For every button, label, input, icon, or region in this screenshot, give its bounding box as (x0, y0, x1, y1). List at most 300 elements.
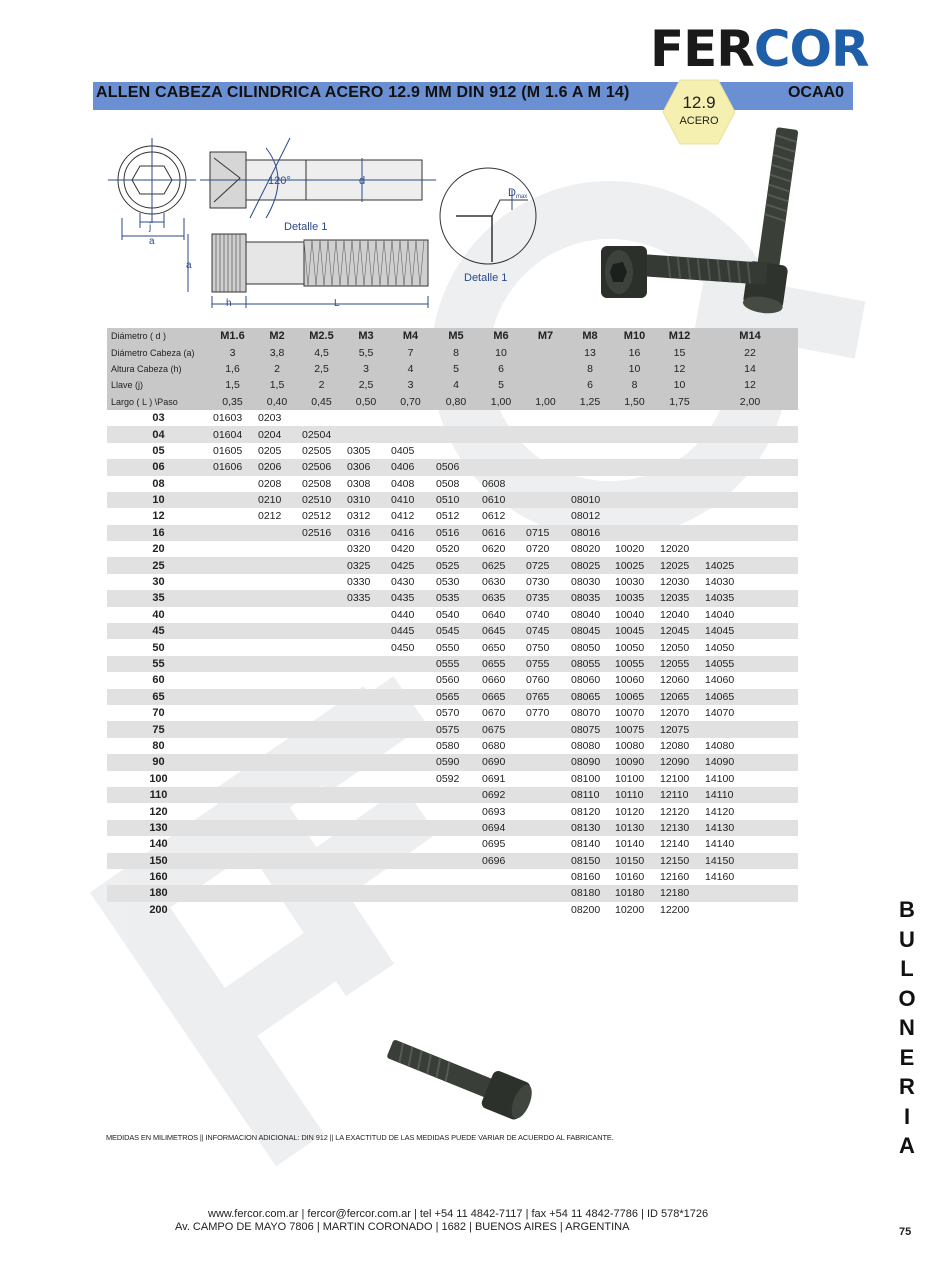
table-row (107, 557, 798, 573)
code-cell (388, 820, 433, 836)
badge-material: ACERO (679, 115, 719, 127)
dim-j-label: j (149, 222, 152, 233)
code-cell (523, 492, 568, 508)
code-cell (255, 738, 299, 754)
code-cell: 14090 (702, 754, 798, 770)
code-cell: 12110 (657, 787, 702, 803)
table-row (107, 853, 798, 869)
table-row (107, 623, 798, 639)
code-cell (612, 525, 657, 541)
code-cell (344, 771, 388, 787)
code-cell (523, 869, 568, 885)
code-cell (568, 476, 612, 492)
table-row (107, 590, 798, 606)
code-cell: 02516 (299, 525, 344, 541)
code-cell (612, 508, 657, 524)
property-value: 10 (612, 361, 657, 377)
code-cell (702, 410, 798, 426)
code-cell: 0535 (433, 590, 479, 606)
code-cell: 0210 (255, 492, 299, 508)
code-cell: 10180 (612, 885, 657, 901)
code-cell: 0206 (255, 459, 299, 475)
code-cell: 12180 (657, 885, 702, 901)
code-cell: 12055 (657, 656, 702, 672)
code-cell (299, 574, 344, 590)
code-cell (523, 820, 568, 836)
code-cell (255, 574, 299, 590)
code-cell (255, 902, 299, 918)
length-cell: 80 (152, 739, 165, 752)
code-cell (255, 705, 299, 721)
code-cell: 12040 (660, 608, 690, 621)
code-cell (388, 771, 433, 787)
table-row (107, 771, 798, 787)
code-cell: 08075 (568, 721, 612, 737)
code-cell: 0675 (479, 721, 523, 737)
code-cell: 0610 (479, 492, 523, 508)
code-cell (523, 787, 568, 803)
code-cell (299, 836, 344, 852)
code-cell (568, 459, 612, 475)
size-cell: M10 (612, 328, 657, 344)
code-cell (299, 885, 344, 901)
code-cell (255, 771, 299, 787)
code-cell (210, 672, 255, 688)
code-cell: 0450 (391, 641, 415, 654)
code-cell (612, 459, 657, 475)
code-cell (433, 869, 479, 885)
property-value: 3 (210, 344, 255, 360)
product-code: OCAA0 (787, 84, 844, 101)
code-cell: 08020 (571, 543, 601, 556)
property-label: Llave (j) (107, 377, 210, 393)
length-cell: 70 (152, 707, 165, 720)
size-cell: M1.6 (210, 328, 255, 344)
code-cell (299, 853, 344, 869)
code-cell (479, 410, 523, 426)
property-value: 3 (344, 361, 388, 377)
code-cell (479, 885, 523, 901)
code-cell (702, 492, 798, 508)
property-value: 0,40 (255, 394, 299, 410)
property-value: 2,00 (702, 394, 798, 410)
code-cell: 0525 (433, 557, 479, 573)
code-cell: 0625 (479, 557, 523, 573)
code-cell: 14140 (705, 838, 735, 851)
code-cell: 12065 (657, 689, 702, 705)
code-cell (344, 672, 388, 688)
code-cell (433, 410, 479, 426)
code-cell (210, 803, 255, 819)
table-row (107, 410, 798, 426)
code-cell (433, 820, 479, 836)
property-value: 0,80 (433, 394, 479, 410)
code-cell: 10140 (615, 838, 645, 851)
table-row (107, 607, 798, 623)
property-value: 15 (657, 344, 702, 360)
property-value: 14 (702, 361, 798, 377)
code-cell: 12030 (660, 576, 690, 589)
code-cell: 10045 (612, 623, 657, 639)
code-cell: 0550 (436, 641, 460, 654)
code-cell: 08060 (571, 674, 601, 687)
property-value: 16 (612, 344, 657, 360)
code-cell: 0420 (391, 543, 415, 556)
code-cell (433, 443, 479, 459)
code-cell: 0530 (436, 576, 460, 589)
code-cell (210, 590, 255, 606)
code-cell: 0520 (436, 543, 460, 556)
code-cell: 0408 (391, 477, 415, 490)
table-row (107, 426, 798, 442)
code-cell: 08150 (568, 853, 612, 869)
code-cell: 12060 (660, 674, 690, 687)
property-value: 8 (568, 361, 612, 377)
property-value: 2 (299, 377, 344, 393)
property-row (107, 344, 798, 360)
size-header-row (107, 328, 798, 344)
detail-label-2: Detalle 1 (464, 272, 508, 284)
code-cell (299, 787, 344, 803)
code-cell: 12150 (657, 853, 702, 869)
table-row (107, 787, 798, 803)
code-cell (210, 902, 255, 918)
code-cell: 14080 (705, 739, 735, 752)
property-value: 12 (657, 361, 702, 377)
code-cell (388, 672, 433, 688)
code-cell (657, 426, 702, 442)
code-cell: 12130 (657, 820, 702, 836)
code-cell: 12020 (660, 543, 690, 556)
code-cell (702, 443, 798, 459)
code-cell: 10060 (615, 674, 645, 687)
code-cell (702, 459, 798, 475)
length-cell: 16 (107, 525, 210, 541)
code-cell (479, 459, 523, 475)
code-cell: 14130 (702, 820, 798, 836)
code-cell (612, 492, 657, 508)
code-cell: 0665 (479, 689, 523, 705)
property-value: 3,8 (255, 344, 299, 360)
product-photo (597, 118, 823, 318)
code-cell: 0694 (479, 820, 523, 836)
size-cell: M2.5 (299, 328, 344, 344)
section-label-letter: U (899, 926, 915, 952)
code-cell (255, 836, 299, 852)
code-cell: 08035 (568, 590, 612, 606)
property-value: 6 (479, 361, 523, 377)
technical-drawing (100, 118, 560, 318)
code-cell (344, 738, 388, 754)
table-row (107, 656, 798, 672)
code-cell (568, 443, 612, 459)
code-cell: 14070 (705, 707, 735, 720)
code-cell (255, 541, 299, 557)
property-row (107, 361, 798, 377)
code-cell: 0306 (344, 459, 388, 475)
property-value: 1,75 (657, 394, 702, 410)
code-cell (344, 902, 388, 918)
code-cell (299, 557, 344, 573)
code-cell: 08016 (568, 525, 612, 541)
code-cell (388, 738, 433, 754)
code-cell: 08160 (571, 871, 601, 884)
code-cell (657, 492, 702, 508)
code-cell (299, 754, 344, 770)
code-cell: 0560 (436, 674, 460, 687)
property-value: 8 (612, 377, 657, 393)
property-value: 13 (568, 344, 612, 360)
code-cell (299, 721, 344, 737)
code-cell: 12070 (660, 707, 690, 720)
code-cell: 12100 (660, 772, 690, 785)
dim-l-label: L (334, 298, 340, 309)
code-cell: 12120 (660, 805, 690, 818)
code-cell: 10020 (615, 543, 645, 556)
property-value: 1,5 (210, 377, 255, 393)
code-cell: 02508 (302, 477, 332, 490)
code-cell (388, 705, 433, 721)
code-cell (299, 869, 344, 885)
property-value: 3 (388, 377, 433, 393)
code-cell: 0691 (482, 772, 506, 785)
length-cell: 200 (149, 903, 168, 916)
code-cell (433, 787, 479, 803)
size-cell: M6 (479, 328, 523, 344)
code-cell: 10030 (615, 576, 645, 589)
code-cell (255, 853, 299, 869)
section-label-letter: I (903, 1103, 911, 1129)
code-cell: 0575 (433, 721, 479, 737)
size-cell: M2 (255, 328, 299, 344)
code-cell (299, 541, 344, 557)
property-row (107, 394, 798, 410)
code-cell: 08040 (571, 608, 601, 621)
code-cell (255, 525, 299, 541)
code-cell: 08065 (568, 689, 612, 705)
code-cell: 0725 (523, 557, 568, 573)
length-cell: 160 (149, 871, 168, 884)
property-value: 0,45 (299, 394, 344, 410)
length-cell: 05 (152, 444, 165, 457)
code-cell (299, 902, 344, 918)
code-cell: 0316 (344, 525, 388, 541)
code-cell (344, 836, 388, 852)
code-cell (255, 820, 299, 836)
code-cell: 0670 (482, 707, 506, 720)
code-cell: 10075 (612, 721, 657, 737)
product-photo-small (362, 1040, 552, 1126)
code-cell: 0312 (347, 510, 371, 523)
code-cell: 0755 (523, 656, 568, 672)
code-cell: 0745 (523, 623, 568, 639)
length-cell: 45 (107, 623, 210, 639)
length-cell: 150 (107, 853, 210, 869)
code-cell: 0555 (433, 656, 479, 672)
code-cell: 0616 (479, 525, 523, 541)
property-value (523, 361, 568, 377)
code-cell (255, 689, 299, 705)
property-value: 2 (255, 361, 299, 377)
code-cell: 08100 (571, 772, 601, 785)
code-cell (210, 853, 255, 869)
code-cell (523, 803, 568, 819)
section-label-letter: O (898, 985, 916, 1011)
code-cell (388, 656, 433, 672)
code-cell: 0330 (347, 576, 371, 589)
code-cell (210, 738, 255, 754)
section-label-letter: B (899, 897, 915, 922)
length-cell: 120 (149, 805, 168, 818)
table-row (107, 574, 798, 590)
code-cell (255, 672, 299, 688)
code-cell: 0320 (347, 543, 371, 556)
code-cell: 0765 (523, 689, 568, 705)
code-cell: 01604 (210, 426, 255, 442)
code-cell: 0750 (526, 641, 550, 654)
code-cell: 0416 (388, 525, 433, 541)
code-cell: 10130 (612, 820, 657, 836)
dim-d-label: d (359, 175, 366, 187)
property-value (523, 344, 568, 360)
code-cell: 0410 (388, 492, 433, 508)
code-cell: 08070 (571, 707, 601, 720)
code-cell (479, 869, 523, 885)
code-cell (255, 590, 299, 606)
code-cell (612, 426, 657, 442)
length-cell: 25 (107, 557, 210, 573)
code-cell (612, 410, 657, 426)
code-cell: 0545 (433, 623, 479, 639)
code-cell (523, 508, 568, 524)
code-cell: 0770 (526, 707, 550, 720)
table-row (107, 476, 798, 492)
table-row (107, 705, 798, 721)
size-cell: M12 (657, 328, 702, 344)
page-title: ALLEN CABEZA CILINDRICA ACERO 12.9 MM DIN 912 (M 1.6 A M 14) (96, 84, 630, 101)
code-cell (299, 590, 344, 606)
code-cell: 0440 (391, 608, 415, 621)
code-cell: 0693 (482, 805, 506, 818)
property-value: 4 (433, 377, 479, 393)
code-cell: 14065 (702, 689, 798, 705)
code-cell (210, 574, 255, 590)
code-cell (657, 508, 702, 524)
code-cell (702, 525, 798, 541)
code-cell: 08080 (571, 739, 601, 752)
size-cell: M8 (568, 328, 612, 344)
code-cell: 0540 (436, 608, 460, 621)
code-cell (702, 541, 798, 557)
table-row (107, 902, 798, 918)
code-cell (255, 885, 299, 901)
code-cell (344, 656, 388, 672)
code-cell (523, 836, 568, 852)
property-value: 10 (479, 344, 523, 360)
section-label-letter: L (900, 956, 914, 981)
code-cell: 14030 (705, 576, 735, 589)
property-value: 0,70 (388, 394, 433, 410)
table-row (107, 754, 798, 770)
code-cell (299, 771, 344, 787)
fercor-logo: FERCOR (650, 20, 869, 78)
code-cell: 08090 (568, 754, 612, 770)
code-cell (523, 426, 568, 442)
dim-dmax-label: Dmax (508, 187, 528, 200)
code-cell: 14035 (702, 590, 798, 606)
code-cell: 0715 (523, 525, 568, 541)
property-row (107, 377, 798, 393)
length-cell: 08 (152, 477, 165, 490)
code-cell (344, 869, 388, 885)
code-cell (210, 869, 255, 885)
table-row (107, 836, 798, 852)
code-cell: 0650 (482, 641, 506, 654)
code-cell: 14025 (702, 557, 798, 573)
property-value: 10 (657, 377, 702, 393)
code-cell (210, 885, 255, 901)
property-value (523, 377, 568, 393)
code-cell (299, 738, 344, 754)
code-cell (702, 508, 798, 524)
code-cell (299, 689, 344, 705)
code-cell (210, 771, 255, 787)
code-cell: 08200 (571, 903, 601, 916)
code-cell (210, 623, 255, 639)
property-value: 1,00 (479, 394, 523, 410)
code-cell (433, 803, 479, 819)
code-cell: 0203 (258, 412, 282, 425)
length-cell: 75 (107, 721, 210, 737)
code-cell: 0506 (433, 459, 479, 475)
code-cell (388, 902, 433, 918)
footnote: MEDIDAS EN MILIMETROS || INFORMACION ADICIONAL: DIN 912 || LA EXACTITUD DE LAS MEDIDAS PUEDE VARIAR DE ACUERDO AL FABRICANTE. (106, 1133, 614, 1142)
code-cell: 10040 (615, 608, 645, 621)
code-cell: 0204 (255, 426, 299, 442)
property-label: Diámetro Cabeza (a) (107, 344, 210, 360)
code-cell: 0445 (388, 623, 433, 639)
size-cell: M7 (523, 328, 568, 344)
code-cell (299, 623, 344, 639)
code-cell: 0620 (482, 543, 506, 556)
code-cell: 10065 (612, 689, 657, 705)
code-cell (210, 557, 255, 573)
code-cell: 14055 (702, 656, 798, 672)
code-cell: 0512 (436, 510, 460, 523)
code-cell: 14100 (705, 772, 735, 785)
code-cell: 02505 (302, 444, 332, 457)
code-cell: 12035 (657, 590, 702, 606)
property-value: 6 (568, 377, 612, 393)
code-cell (255, 607, 299, 623)
code-cell: 14050 (705, 641, 735, 654)
code-cell (210, 689, 255, 705)
code-cell: 0655 (479, 656, 523, 672)
code-cell: 0570 (436, 707, 460, 720)
length-cell: 90 (107, 754, 210, 770)
code-cell (299, 820, 344, 836)
code-cell (210, 607, 255, 623)
code-cell (523, 902, 568, 918)
property-label: Altura Cabeza (h) (107, 361, 210, 377)
code-cell: 02512 (302, 510, 332, 523)
code-cell: 10050 (615, 641, 645, 654)
code-cell (210, 820, 255, 836)
code-cell: 10090 (612, 754, 657, 770)
table-row (107, 869, 798, 885)
code-cell: 0690 (479, 754, 523, 770)
code-cell (344, 885, 388, 901)
